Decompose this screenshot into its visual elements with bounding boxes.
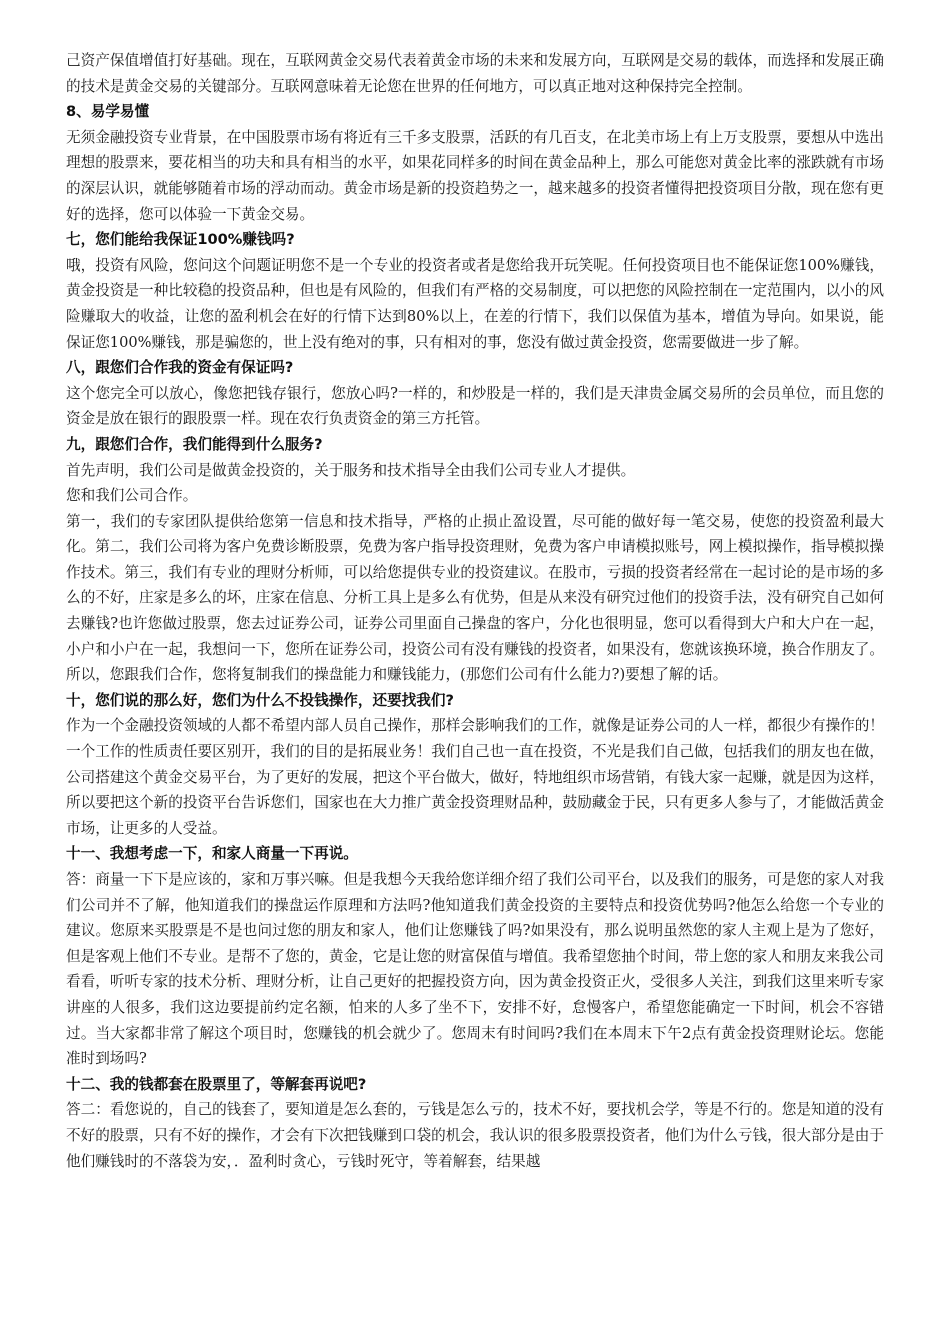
paragraph: 作为一个金融投资领域的人都不希望内部人员自己操作，那样会影响我们的工作，就像是证券公司的人一样，都很少有操作的！一个工作的性质责任要区别开，我们的目的是拓展业务！我们自己也一直在投资，不光是我们自己做，包括我们的朋友也在做，公司搭建这个黄金交易平台，为了更好的发展，把这个平台做大，做好，特地组织市场营销，有钱大家一起赚，就是因为这样，所以要把这个新的投资平台告诉您们，国家也在大力推广黄金投资理财品种，鼓励藏金于民，只有更多人参与了，才能做活黄金市场，让更多的人受益。	[66, 717, 884, 837]
document-page	[66, 48, 884, 1174]
paragraph: 答二：看您说的，自己的钱套了，要知道是怎么套的，亏钱是怎么亏的，技术不好，要找机会学，等是不行的。您是知道的没有不好的股票，只有不好的操作，才会有下次把钱赚到口袋的机会，我认识的很多股票投资者，他们为什么亏钱，很大部分是由于他们赚钱时的不落袋为安，．盈利时贪心，亏钱时死守，等着解套，结果越	[66, 1101, 884, 1170]
paragraph: 答：商量一下下是应该的，家和万事兴嘛。但是我想今天我给您详细介绍了我们公司平台，以及我们的服务，可是您的家人对我们公司并不了解，他知道我们的操盘运作原理和方法吗?他知道我们黄金投资的主要特点和投资优势吗?他怎么给您一个专业的建议。您原来买股票是不是也问过您的朋友和家人，他们让您赚钱了吗?如果没有，那么说明虽然您的家人主观上是为了您好，但是客观上他们不专业。是帮不了您的，黄金，它是让您的财富保值与增值。我希望您抽个时间，带上您的家人和朋友来我公司看看，听听专家的技术分析、理财分析，让自己更好的把握投资方向，因为黄金投资正火，受很多人关注，到我们这里来听专家讲座的人很多，我们这边要提前约定名额，怕来的人多了坐不下，安排不好，怠慢客户，希望您能确定一下时间，机会不容错过。当大家都非常了解这个项目时，您赚钱的机会就少了。您周末有时间吗?我们在本周末下午2点有黄金投资理财论坛。您能准时到场吗?	[66, 871, 884, 1068]
section-heading: 十一、我想考虑一下，和家人商量一下再说。	[66, 845, 358, 863]
paragraph: 己资产保值增值打好基础。现在，互联网黄金交易代表着黄金市场的未来和发展方向，互联网是交易的载体，而选择和发展正确的技术是黄金交易的关键部分。互联网意味着无论您在世界的任何地方，可以真正地对这种保持完全控制。	[66, 52, 884, 95]
paragraph: 这个您完全可以放心，像您把钱存银行，您放心吗?一样的，和炒股是一样的，我们是天津贵金属交易所的会员单位，而且您的资金是放在银行的跟股票一样。现在农行负责资金的第三方托管。	[66, 384, 884, 428]
paragraph: 首先声明，我们公司是做黄金投资的，关于服务和技术指导全由我们公司专业人才提供。	[66, 461, 636, 479]
paragraph: 您和我们公司合作。	[66, 487, 198, 505]
section-heading: 十二、我的钱都套在股票里了，等解套再说吧?	[66, 1075, 367, 1093]
section-heading: 十，您们说的那么好，您们为什么不投钱操作，还要找我们?	[66, 691, 454, 709]
section-heading: 九，跟您们合作，我们能得到什么服务?	[66, 435, 323, 453]
paragraph: 第一，我们的专家团队提供给您第一信息和技术指导，严格的止损止盈设置，尽可能的做好每一笔交易，使您的投资盈利最大化。第二，我们公司将为客户免费诊断股票，免费为客户指导投资理财，免费为客户申请模拟账号，网上模拟操作，指导模拟操作技术。第三，我们有专业的理财分析师，可以给您提供专业的投资建议。在股市，亏损的投资者经常在一起讨论的是市场的多么的不好，庄家是多么的坏，庄家在信息、分析工具上是多么有优势，但是从来没有研究过他们的投资手法，没有研究自己如何去赚钱?也许您做过股票，您去过证券公司，证券公司里面自己操盘的客户，分化也很明显，您可以看得到大户和大户在一起，小户和小户在一起，我想问一下，您所在证券公司，投资公司有没有赚钱的投资者，如果没有，您就该换环境，换合作朋友了。所以，您跟我们合作，您将复制我们的操盘能力和赚钱能力，(那您们公司有什么能力?)要想了解的话。	[66, 512, 884, 684]
paragraph: 哦，投资有风险，您问这个问题证明您不是一个专业的投资者或者是您给我开玩笑呢。任何投资项目也不能保证您100%赚钱，黄金投资是一种比较稳的投资品种，但也是有风险的，但我们有严格的交易制度，可以把您的风险控制在一定范围内，以小的风险赚取大的收益，让您的盈利机会在好的行情下达到80%以上，在差的行情下，我们以保值为基本，增值为导向。如果说，能保证您100%赚钱，那是骗您的，世上没有绝对的事，只有相对的事，您没有做过黄金投资，您需要做进一步了解。	[66, 256, 884, 351]
section-heading: 七，您们能给我保证100%赚钱吗?	[66, 231, 295, 249]
section-heading: 8、易学易懂	[66, 103, 150, 121]
section-heading: 八，跟您们合作我的资金有保证吗?	[66, 359, 294, 377]
paragraph: 无须金融投资专业背景，在中国股票市场有将近有三千多支股票，活跃的有几百支，在北美市场上有上万支股票，要想从中选出理想的股票来，要花相当的功夫和具有相当的水平，如果花同样多的时间在黄金品种上，那么可能您对黄金比率的涨跌就有市场的深层认识，就能够随着市场的浮动而动。黄金市场是新的投资趋势之一，越来越多的投资者懂得把投资项目分散，现在您有更好的选择，您可以体验一下黄金交易。	[66, 128, 884, 223]
